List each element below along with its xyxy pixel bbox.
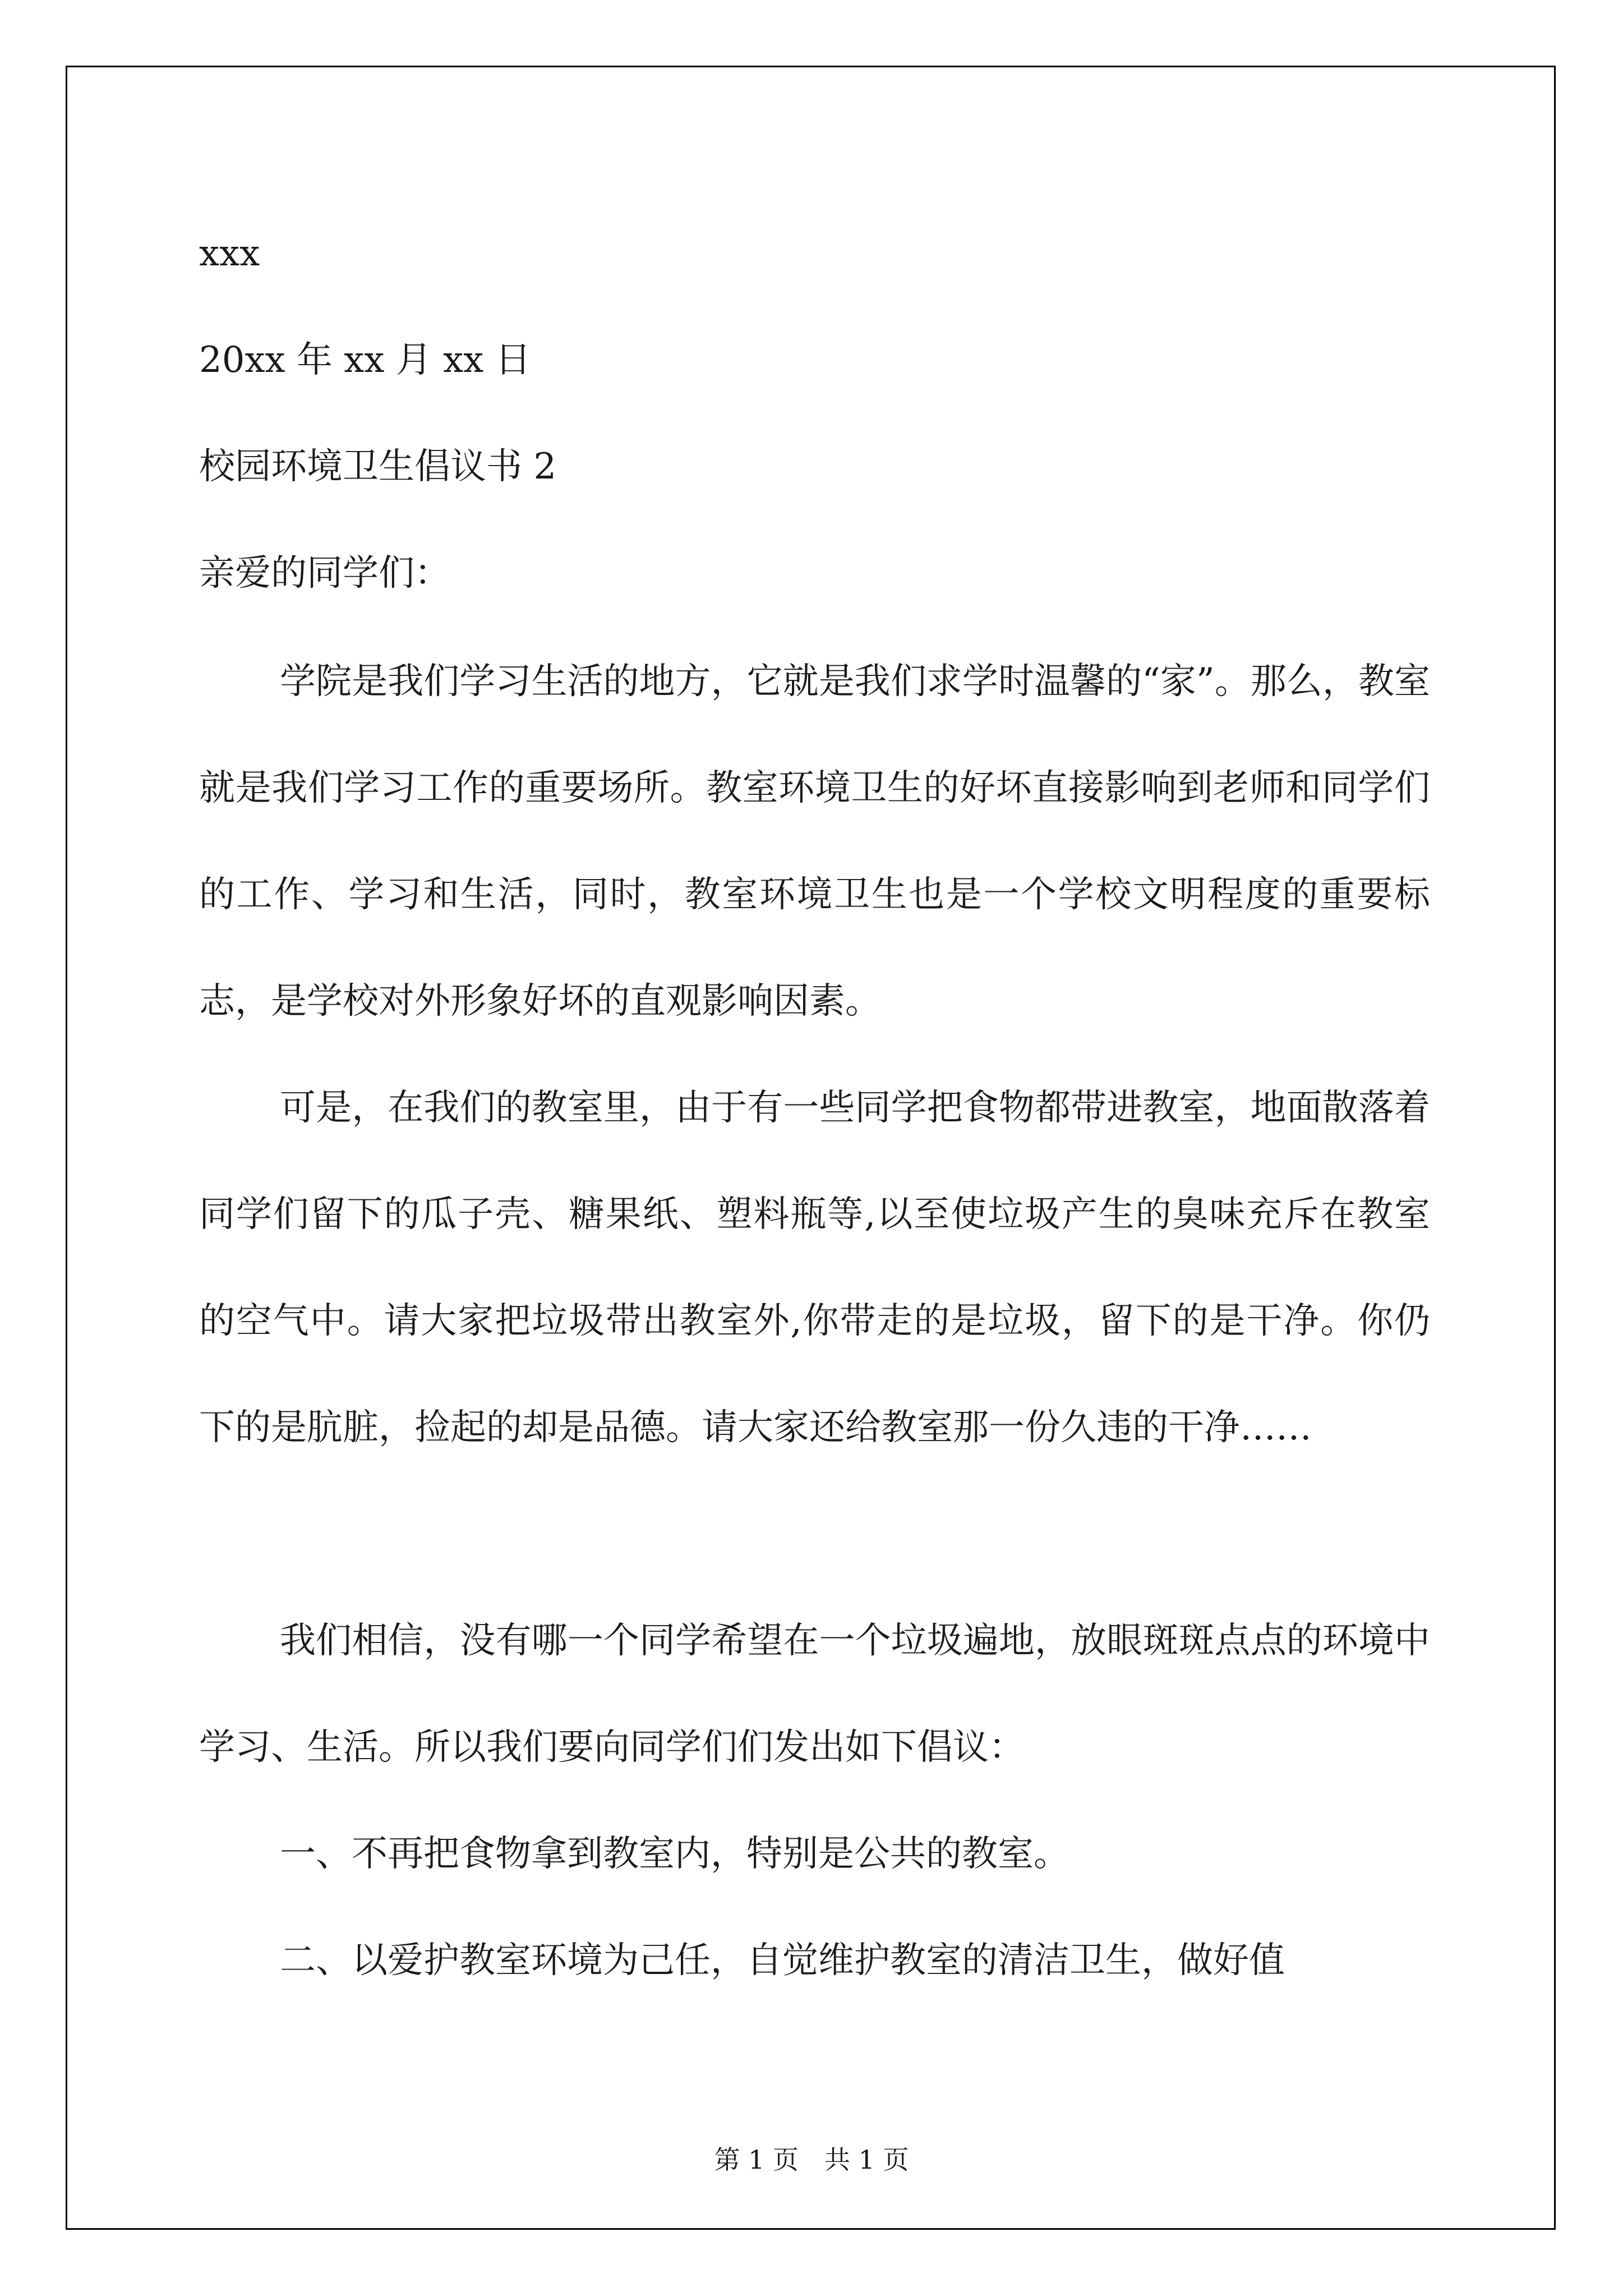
paragraph-5: 二、以爱护教室环境为己任，自觉维护教室的清洁卫生，做好值 <box>280 1940 1285 1981</box>
signature-name: xxx <box>199 233 260 274</box>
document-title: 校园环境卫生倡议书 2 <box>199 446 557 487</box>
signature-date: 20xx 年 xx 月 xx 日 <box>199 339 531 381</box>
paragraph-2: 可是，在我们的教室里，由于有一些同学把食物都带进教室，地面散落着同学们留下的瓜子壳、糖果纸、塑料瓶等,以至使垃圾产生的臭味充斥在教室的空气中。请大家把垃圾带出教室外,你带走的是垃圾，留下的是干净。你仍下的是肮脏，捡起的却是品德。请大家还给教室那一份久违的干净…… <box>199 1087 1430 1448</box>
page-footer: 第 1 页 共 1 页 <box>714 2145 909 2175</box>
paragraph-1: 学院是我们学习生活的地方，它就是我们求学时温馨的“家”。那么，教室就是我们学习工作的重要场所。教室环境卫生的好坏直接影响到老师和同学们的工作、学习和生活，同时，教室环境卫生也是一个学校文明程度的重要标志，是学校对外形象好坏的直观影响因素。 <box>199 661 1430 1022</box>
paragraph-4: 一、不再把食物拿到教室内，特别是公共的教室。 <box>280 1833 1069 1875</box>
paragraph-3: 我们相信，没有哪一个同学希望在一个垃圾遍地，放眼斑斑点点的环境中学习、生活。所以我们要向同学们们发出如下倡议： <box>199 1620 1430 1768</box>
salutation: 亲爱的同学们： <box>199 553 450 594</box>
